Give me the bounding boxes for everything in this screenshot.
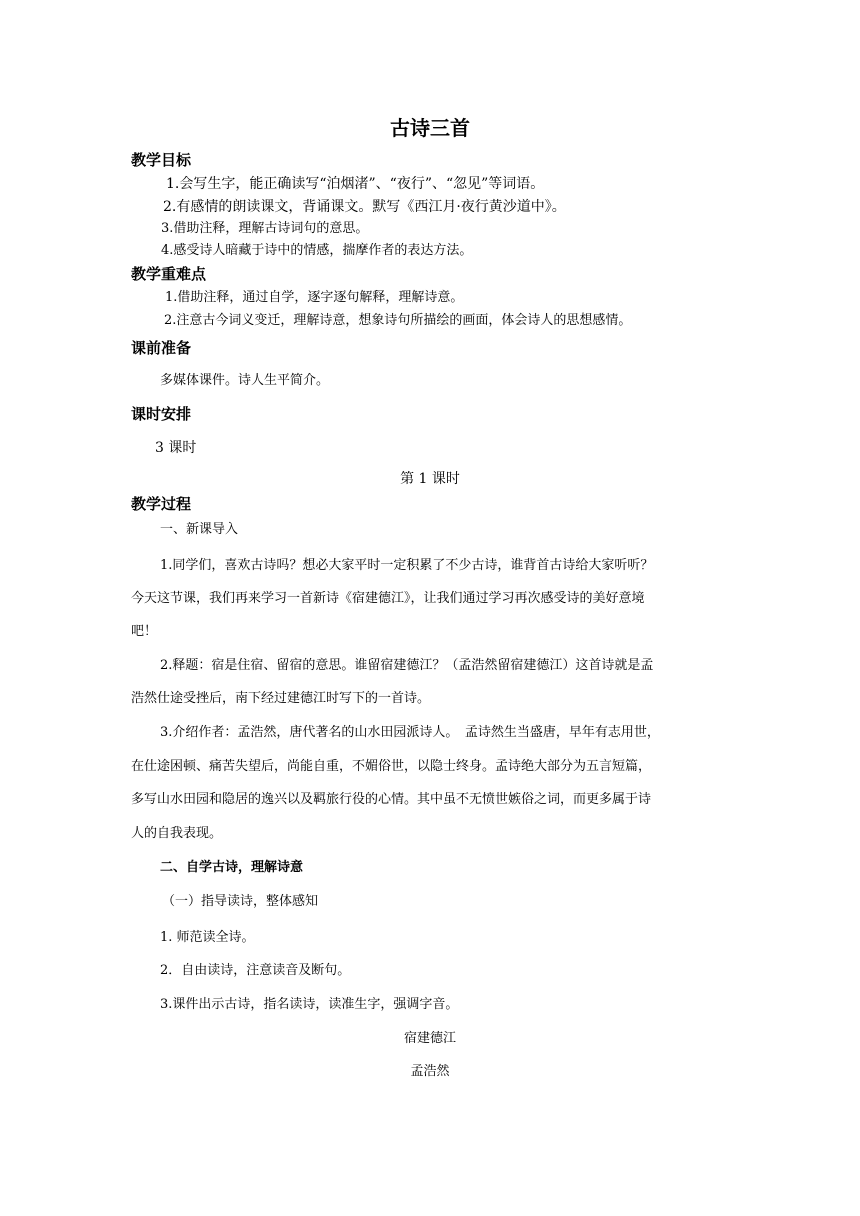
paragraph-line: 人的自我表现。 [131,826,223,841]
key-points-heading: 教学重难点 [131,265,207,283]
subsection-heading: （一）指导读诗，整体感知 [162,894,319,909]
paragraph-line: 多写山水田园和隐居的逸兴以及羁旅行役的心情。其中虽不无愤世嫉俗之词，而更多属于诗 [131,792,652,807]
schedule-text: 3 课时 [155,440,197,456]
process-heading: 教学过程 [131,495,192,513]
paragraph-line: 2.释题：宿是住宿、留宿的意思。谁留宿建德江？（孟浩然留宿建德江）这首诗就是孟 [160,658,654,673]
step-item: 1. 师范读全诗。 [160,930,255,945]
paragraph-line: 吧！ [131,624,158,639]
step-item: 3.课件出示古诗，指名读诗，读准生字，强调字音。 [160,997,459,1012]
key-point-item: 1.借助注释，通过自学，逐字逐句解释，理解诗意。 [165,290,464,305]
section-heading: 一、新课导入 [160,522,239,537]
poem-author: 孟浩然 [410,1064,450,1079]
prep-heading: 课前准备 [131,339,192,357]
goal-item: 3.借助注释，理解古诗词句的意思。 [161,221,369,236]
prep-text: 多媒体课件。诗人生平简介。 [160,373,330,388]
key-point-item: 2.注意古今词义变迁，理解诗意，想象诗句所描绘的画面，体会诗人的思想感情。 [164,313,632,328]
goals-heading: 教学目标 [131,151,192,169]
goal-item: 2.有感情的朗读课文，背诵课文。默写《西江月·夜行黄沙道中》。 [163,199,566,215]
paragraph-line: 3.介绍作者：孟浩然，唐代著名的山水田园派诗人。 孟诗然生当盛唐，早年有志用世， [160,725,660,740]
page-title: 古诗三首 [390,116,470,140]
paragraph-line: 在仕途困顿、痛苦失望后，尚能自重，不媚俗世，以隐士终身。孟诗绝大部分为五言短篇， [131,759,652,774]
goal-item: 1.会写生字，能正确读写“泊烟渚”、“夜行”、“忽见”等词语。 [166,176,545,192]
poem-title: 宿建德江 [403,1031,456,1046]
paragraph-line: 浩然仕途受挫后，南下经过建德江时写下的一首诗。 [131,691,431,706]
schedule-heading: 课时安排 [131,405,192,423]
goal-item: 4.感受诗人暗藏于诗中的情感，揣摩作者的表达方法。 [161,243,473,258]
section-heading: 二、自学古诗，理解诗意 [160,860,304,875]
paragraph-line: 今天这节课，我们再来学习一首新诗《宿建德江》，让我们通过学习再次感受诗的美好意境 [131,591,645,606]
paragraph-line: 1.同学们，喜欢古诗吗？想必大家平时一定积累了不少古诗，谁背首古诗给大家听听？ [160,558,654,573]
step-item: 2．自由读诗，注意读音及断句。 [160,963,351,978]
lesson-label: 第 1 课时 [400,471,460,487]
